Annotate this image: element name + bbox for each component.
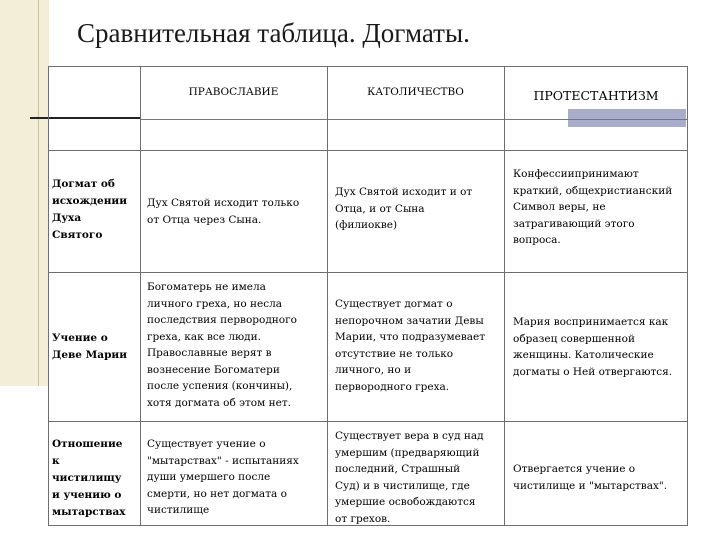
cell-protestantism-purgatory: Отвергается учение о чистилище и "мытарствах".	[513, 463, 668, 492]
comparison-table	[48, 66, 688, 526]
cell-catholicism-virgin-mary: Существует догмат о непорочном зачатии Девы Марии, что подразумевает отсутствие не только личного, но и первородного греха.	[335, 298, 486, 393]
header-catholicism: КАТОЛИЧЕСТВО	[367, 86, 464, 98]
row-label-purgatory: Отношение к чистилищу и учению о мытарствах	[52, 438, 126, 518]
header-orthodoxy: ПРАВОСЛАВИЕ	[188, 86, 279, 98]
cell-orthodoxy-virgin-mary: Богоматерь не имела личного греха, но несла последствия первородного греха, как все люди. Православные верят в вознесение Богоматери после успения (кончины), хотя догмата об этом нет.	[147, 281, 297, 409]
table-border	[48, 150, 688, 151]
cell-protestantism-virgin-mary: Мария воспринимается как образец совершенной женщины. Католические догматы о Ней отвергаются.	[513, 316, 673, 378]
cell-catholicism-holy-spirit: Дух Святой исходит и от Отца, и от Сына (филиокве)	[335, 186, 473, 231]
table-border	[48, 421, 688, 422]
row-label-holy-spirit: Догмат об исхождении Духа Святого	[52, 178, 127, 241]
table-border	[504, 66, 505, 526]
slide-title: Сравнительная таблица. Догматы.	[77, 18, 470, 48]
decorative-side-line	[38, 0, 39, 386]
row-label-virgin-mary: Учение о Деве Марии	[52, 332, 127, 361]
table-border	[48, 272, 688, 273]
table-border	[48, 66, 688, 67]
table-border	[48, 66, 49, 526]
header-protestantism: ПРОТЕСТАНТИЗМ	[533, 88, 659, 103]
table-border	[687, 66, 688, 526]
cell-protestantism-holy-spirit: Конфессиипринимают краткий, общехристианский Символ веры, не затрагивающий этого вопроса.	[513, 168, 673, 246]
table-border	[327, 66, 328, 526]
table-border	[140, 66, 141, 526]
cell-orthodoxy-purgatory: Существует учение о "мытарствах" - испытаниях души умершего после смерти, но нет догмата о чистилище	[147, 438, 299, 516]
cell-catholicism-purgatory: Существует вера в суд над умершим (предваряющий последний, Страшный Суд) и в чистилище, где умершие освобождаются от грехов.	[335, 430, 484, 525]
decorative-side-bar	[0, 0, 49, 386]
cell-orthodoxy-holy-spirit: Дух Святой исходит только от Отца через Сына.	[147, 197, 300, 226]
